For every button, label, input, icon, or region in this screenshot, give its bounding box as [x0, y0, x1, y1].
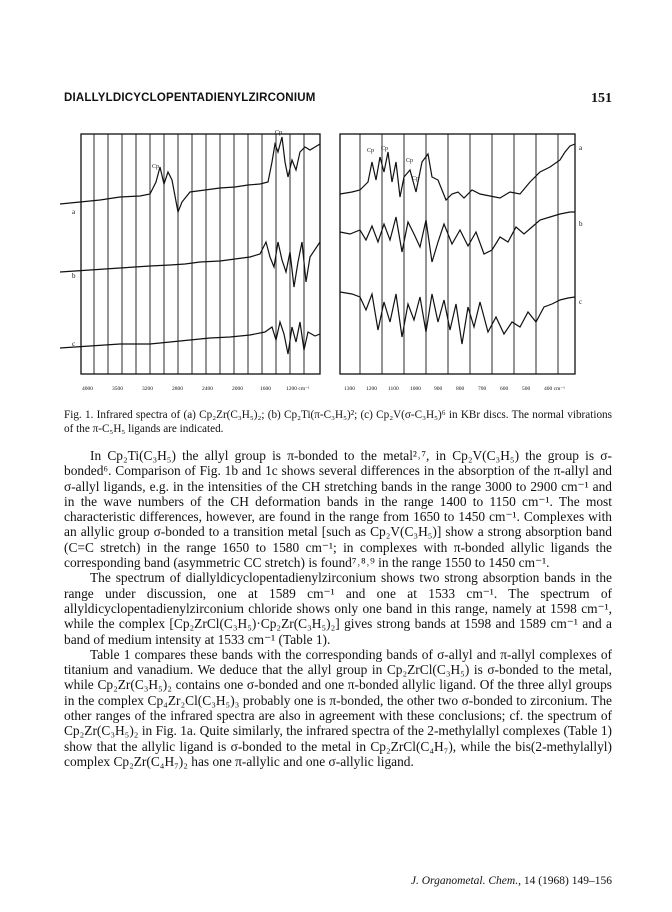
journal-name: J. Organometal. Chem., [410, 875, 521, 887]
right-trace-label-c: c [579, 298, 583, 306]
left-trace-c [60, 322, 320, 354]
right-peak-label-cp-4: Cp [412, 176, 420, 182]
left-panel-gridlines [94, 134, 304, 374]
right-axis-tick-400: 400 cm⁻¹ [544, 386, 565, 392]
right-axis-tick-1100: 1100 [388, 386, 399, 392]
right-axis-tick-600: 600 [500, 386, 509, 392]
right-axis-tick-700: 700 [478, 386, 487, 392]
right-trace-label-a: a [579, 144, 583, 152]
left-trace-label-b: b [72, 272, 76, 280]
right-axis-tick-1200: 1200 [366, 386, 377, 392]
left-axis-tick-2800: 2800 [172, 386, 183, 392]
left-spectra-panel [60, 130, 320, 392]
right-peak-label-cp-2: Cp [381, 146, 389, 152]
right-trace-b [340, 212, 575, 262]
right-axis-tick-800: 800 [456, 386, 465, 392]
left-trace-label-a: a [72, 208, 76, 216]
left-peak-label-cp-1: Cp [152, 164, 160, 170]
body-text [64, 448, 612, 769]
figure-caption: Fig. 1. Infrared spectra of (a) Cp₂Zr(C₃H₅)₂; (b) Cp₂Ti(π-C₃H₅)²; (c) Cp₂V(σ-C₃H₅)⁶ in KBr discs. The normal vibrations of the π-C₅H₅ ligands are indicated. [64, 409, 612, 435]
journal-footer [411, 875, 612, 887]
right-spectra-panel [340, 134, 583, 392]
right-trace-a [340, 144, 575, 200]
right-peak-label-cp-1: Cp [367, 148, 375, 154]
journal-volume-pages: 14 (1968) 149–156 [523, 875, 612, 887]
right-trace-c [340, 292, 575, 344]
running-title: DIALLYLDICYCLOPENTADIENYLZIRCONIUM [64, 92, 316, 104]
left-axis-tick-1200: 1200 cm⁻¹ [286, 386, 310, 392]
left-axis-tick-2400: 2400 [202, 386, 213, 392]
left-axis-tick-3500: 3500 [112, 386, 123, 392]
right-axis-tick-1000: 1000 [410, 386, 421, 392]
right-axis-tick-1300: 1300 [344, 386, 355, 392]
left-trace-a [60, 137, 320, 212]
page-number: 151 [591, 91, 612, 106]
page-header [64, 92, 612, 110]
paragraph-3: Table 1 compares these bands with the corresponding bands of σ-allyl and π-allyl complexes of titanium and vanadium. We deduce that the allyl group in Cp₂ZrCl(C₃H₅) is σ-bonded to the metal, while Cp₂Zr(C₃H₅)₂ contains one σ-bonded and one π-bonded allylic ligand. Of the three allyl groups in the complex Cp₄Zr₂Cl(C₃H₅)₃ probably one is π-bonded, the other two σ-bonded to zirconium. The other ranges of the infrared spectra are also in agreement with these conclusions; cf. the spectrum of Cp₂Zr(C₃H₅)₂ in Fig. 1a. Quite similarly, the infrared spectra of the 2-methylallyl complexes (Table 1) show that the allylic ligand is σ-bonded to the metal in Cp₂ZrCl(C₄H₇), while the bis(2-methylallyl) complex Cp₂Zr(C₄H₇)₂ has one π-allylic and one σ-allylic ligand. [64, 646, 612, 769]
left-axis-tick-3200: 3200 [142, 386, 153, 392]
left-panel-frame [81, 134, 320, 374]
right-axis-tick-900: 900 [434, 386, 443, 392]
right-trace-label-b: b [579, 220, 583, 228]
left-axis-tick-2000: 2000 [232, 386, 243, 392]
right-peak-label-cp-3: Cp [406, 158, 414, 164]
right-panel-gridlines [360, 134, 558, 374]
left-axis-tick-1600: 1600 [260, 386, 271, 392]
left-axis-tick-4000: 4000 [82, 386, 93, 392]
paragraph-2: The spectrum of diallyldicyclopentadienylzirconium shows two strong absorption bands in the range under discussion, one at 1589 cm⁻¹ and one at 1533 cm⁻¹. The spectrum of allyldicyclopentadienylzirconium chloride shows only one band in this range, namely at 1598 cm⁻¹, while the complex [Cp₂ZrCl(C₃H₅)·Cp₂Zr(C₃H₅)₂] gives strong bands at 1598 and 1589 cm⁻¹ and a band of medium intensity at 1533 cm⁻¹ (Table 1). [64, 570, 612, 647]
right-panel-frame [340, 134, 575, 374]
left-peak-label-cp-2: Cp [275, 130, 283, 136]
left-trace-b [60, 242, 320, 287]
paragraph-1: In Cp₂Ti(C₃H₅) the allyl group is π-bonded to the metal²˒⁷, in Cp₂V(C₃H₅) the group is σ-bonded⁶. Comparison of Fig. 1b and 1c shows several differences in the absorption of the π-allyl and σ-allyl ligands, e.g. in the intensities of the CH stretching bands in the range 3000 to 2900 cm⁻¹ and in the wave numbers of the CH deformation bands in the range 1400 to 1150 cm⁻¹. The most characteristic differences, however, are found in the range from 1650 to 1450 cm⁻¹. Complexes with an allylic group σ-bonded to a transition metal [such as Cp₂V(C₃H₅)] show a strong absorption band (C=C stretch) in the range 1650 to 1580 cm⁻¹; in complexes with π-bonded allylic ligands the corresponding band (asymmetric CC stretch) is found⁷˒⁸˒⁹ in the range 1550 to 1450 cm⁻¹. [64, 448, 612, 571]
right-axis-tick-500: 500 [522, 386, 531, 392]
left-trace-label-c: c [72, 340, 76, 348]
infrared-spectra-figure [60, 122, 610, 400]
